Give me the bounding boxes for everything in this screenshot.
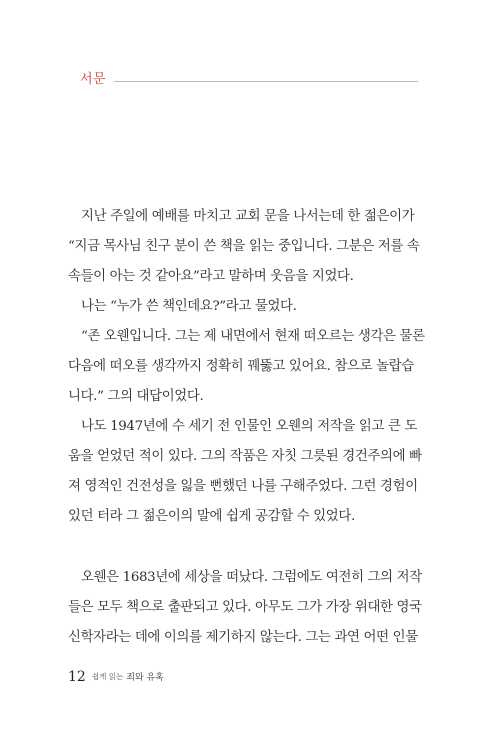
paragraph [68, 292, 424, 322]
text-line: 있던 터라 그 젊은이의 말에 쉽게 공감할 수 있었다. [68, 509, 355, 524]
header-rule [114, 81, 418, 82]
text-line: 니다.” 그의 대답이었다. [68, 389, 204, 404]
paragraph [68, 563, 424, 653]
text-line: 움을 얻었던 적이 있다. 그의 작품은 자칫 그릇된 경건주의에 빠 [68, 449, 422, 464]
text-line: 져 영적인 건전성을 잃을 뻔했던 나를 구해주었다. 그런 경험이 [68, 479, 418, 494]
paragraph [68, 202, 424, 292]
text-line: 오웬은 1683년에 세상을 떠났다. 그럼에도 여전히 그의 저작 [81, 570, 422, 585]
paragraph-gap [68, 532, 424, 563]
page-header [80, 70, 418, 90]
book-title: 죄와 유혹 [126, 673, 164, 683]
text-line: 다음에 떠오를 생각까지 정확히 꿰뚫고 있어요. 참으로 놀랍습 [68, 359, 414, 374]
page-footer [68, 666, 164, 686]
text-line: 신학자라는 데에 이의를 제기하지 않는다. 그는 과연 어떤 인물 [68, 630, 418, 645]
text-line: 나는 “누가 쓴 책인데요?”라고 물었다. [81, 299, 297, 314]
text-line: “존 오웬입니다. 그는 제 내면에서 현재 떠오르는 생각은 물론 [81, 329, 425, 344]
page-number: 12 [68, 669, 86, 685]
paragraph [68, 412, 424, 532]
text-line: “지금 목사님 친구 분이 쓴 책을 읽는 중입니다. 그분은 저를 속 [68, 239, 420, 254]
text-line: 지난 주일에 예배를 마치고 교회 문을 나서는데 한 젊은이가 [81, 209, 415, 224]
body-text [68, 202, 424, 653]
section-title: 서문 [80, 72, 107, 87]
paragraph [68, 322, 424, 412]
book-title-prefix: 쉽게 읽는 [91, 672, 124, 681]
text-line: 들은 모두 책으로 출판되고 있다. 아무도 그가 가장 위대한 영국 [68, 600, 422, 615]
text-line: 속들이 아는 것 같아요”라고 말하며 웃음을 지었다. [68, 269, 354, 284]
text-line: 나도 1947년에 수 세기 전 인물인 오웬의 저작을 읽고 큰 도 [81, 419, 418, 434]
